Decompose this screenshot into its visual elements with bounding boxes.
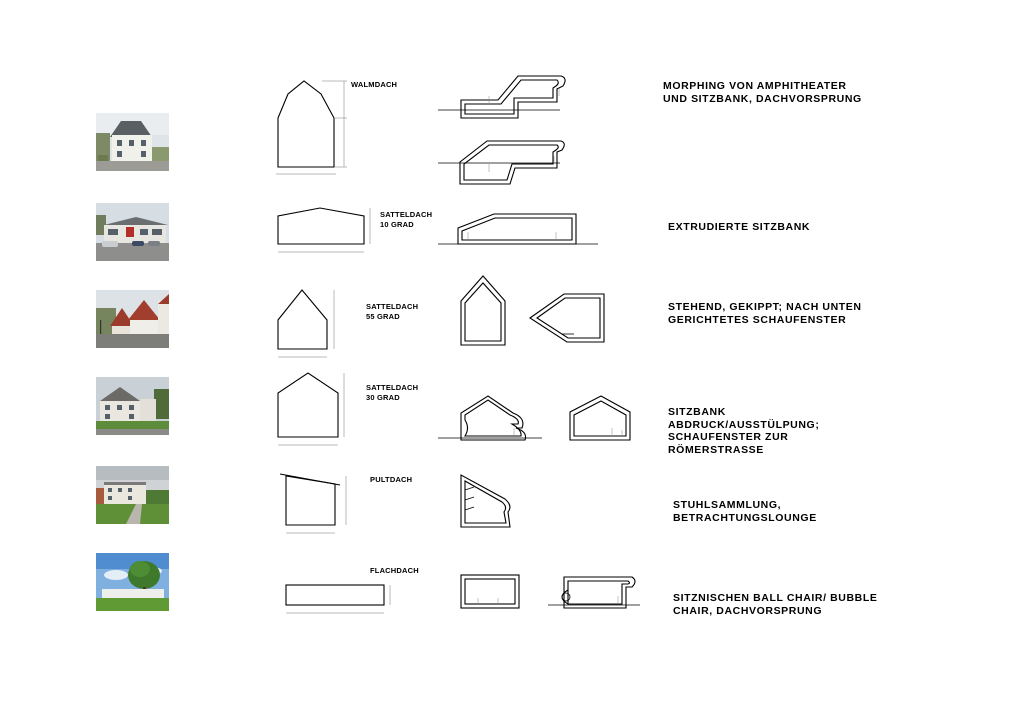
tree-photo-flat-roof-icon xyxy=(96,553,169,611)
elevation-satteldach-55 xyxy=(278,290,334,357)
elevation-flachdach xyxy=(286,585,390,613)
section-satteldach-10 xyxy=(438,214,598,244)
roof-label-pultdach: PULTDACH xyxy=(370,475,413,484)
house-photo-mono-pitch-icon xyxy=(96,466,169,524)
photo-pultdach xyxy=(96,466,169,524)
section-walmdach-2 xyxy=(438,141,564,184)
elevation-satteldach-30 xyxy=(278,373,344,445)
section-satteldach-30-window xyxy=(570,396,630,440)
photo-walmdach xyxy=(96,113,169,171)
description-flachdach: SITZNISCHEN BALL CHAIR/ BUBBLE CHAIR, DACHVORSPRUNG xyxy=(673,592,878,617)
section-flachdach-1 xyxy=(461,575,519,608)
roof-label-satteldach-55: SATTELDACH 55 GRAD xyxy=(366,302,419,321)
roof-label-walmdach: WALMDACH xyxy=(351,80,398,89)
section-satteldach-30-bench xyxy=(438,396,542,440)
section-flachdach-2 xyxy=(548,577,640,608)
description-satteldach-55: STEHEND, GEKIPPT; NACH UNTEN GERICHTETES SCHAUFENSTER xyxy=(668,301,862,326)
photo-satteldach-55 xyxy=(96,290,169,348)
house-photo-shallow-gable-icon xyxy=(96,203,169,261)
description-satteldach-10: EXTRUDIERTE SITZBANK xyxy=(668,221,811,233)
house-photo-steep-gable-icon xyxy=(96,290,169,348)
house-photo-gable-30-icon xyxy=(96,377,169,435)
description-walmdach: MORPHING VON AMPHITHEATER UND SITZBANK, DACHVORSPRUNG xyxy=(663,80,862,105)
section-satteldach-55-standing xyxy=(461,276,505,345)
section-pultdach xyxy=(461,475,510,527)
photo-satteldach-10 xyxy=(96,203,169,261)
photo-flachdach xyxy=(96,553,169,611)
section-satteldach-55-tilted xyxy=(530,294,604,342)
description-satteldach-30: SITZBANK ABDRUCK/AUSSTÜLPUNG; SCHAUFENSTER ZUR RÖMERSTRASSE xyxy=(668,406,820,456)
description-pultdach: STUHLSAMMLUNG, BETRACHTUNGSLOUNGE xyxy=(673,499,817,524)
photo-satteldach-30 xyxy=(96,377,169,435)
house-photo-hip-roof-icon xyxy=(96,113,169,171)
elevation-pultdach xyxy=(280,474,346,533)
elevation-walmdach xyxy=(276,81,347,174)
roof-label-flachdach: FLACHDACH xyxy=(370,566,419,575)
elevation-satteldach-10 xyxy=(278,208,370,252)
roof-label-satteldach-30: SATTELDACH 30 GRAD xyxy=(366,383,419,402)
section-walmdach-1 xyxy=(438,76,565,118)
roof-label-satteldach-10: SATTELDACH 10 GRAD xyxy=(380,210,433,229)
